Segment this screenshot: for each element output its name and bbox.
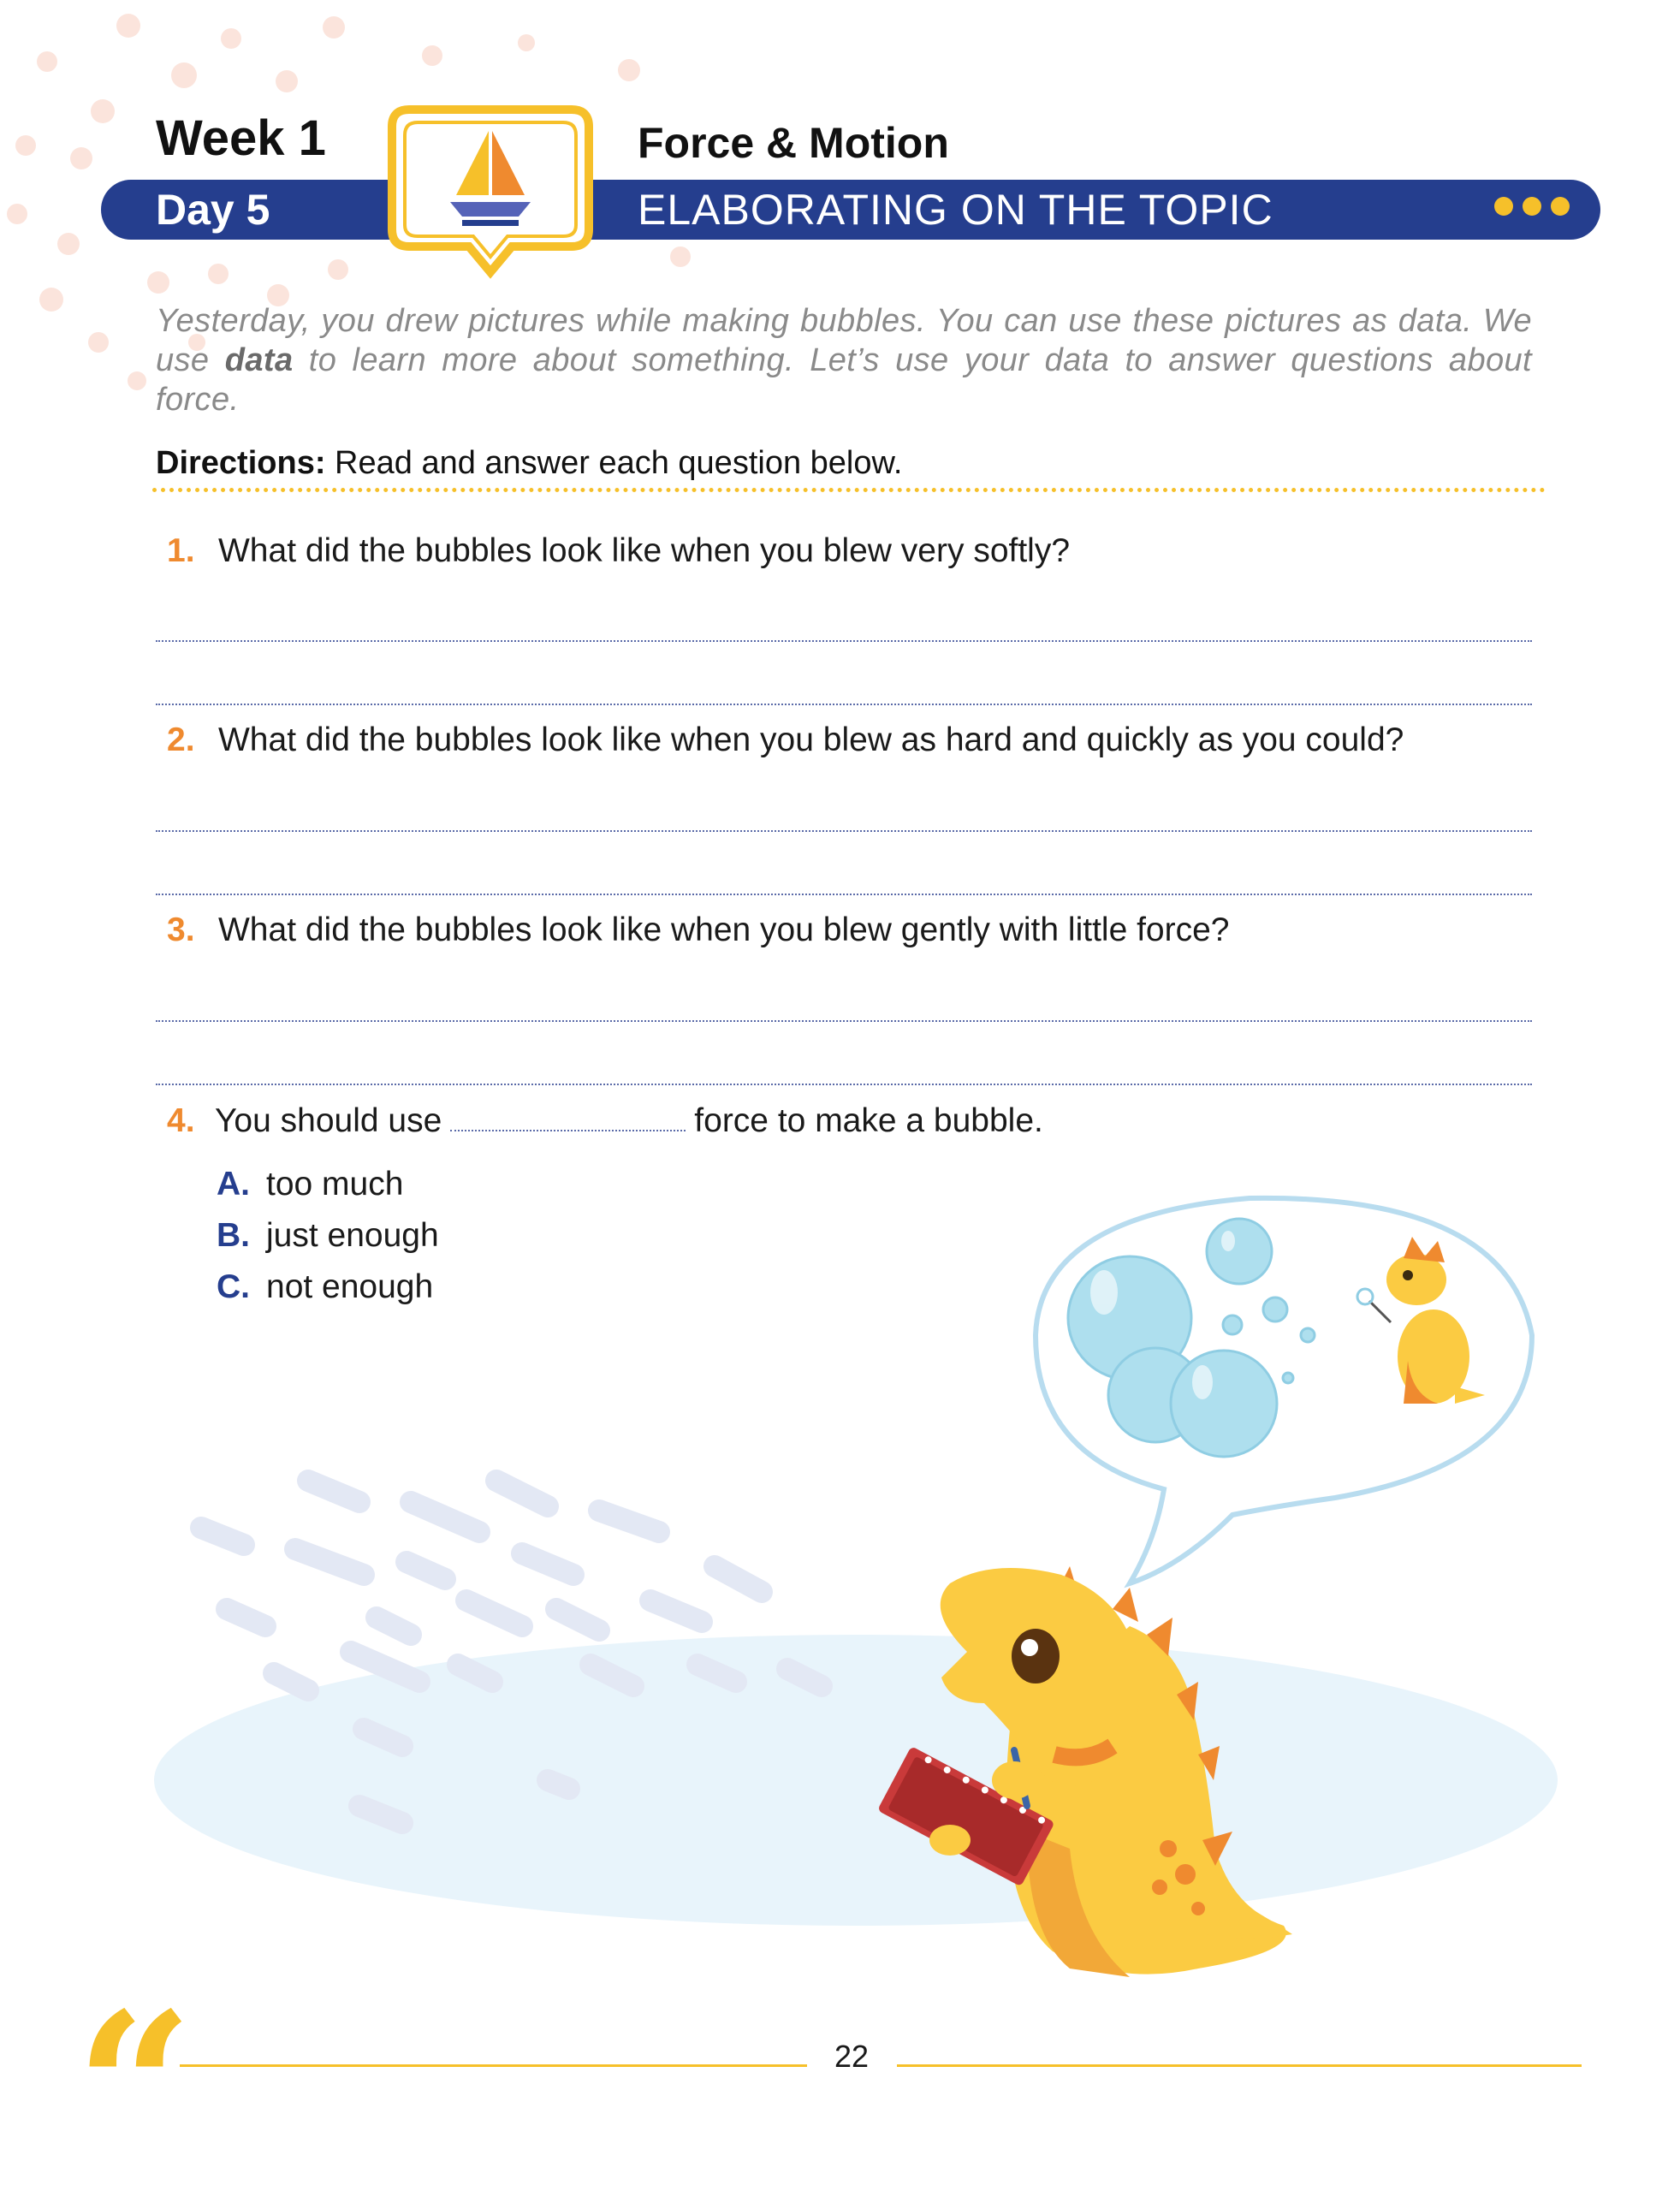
directions-label: Directions: [156, 445, 326, 481]
question-3: 3. What did the bubbles look like when you blew gently with little force? [167, 912, 1230, 948]
question-2: 2. What did the bubbles look like when you blew as hard and quickly as you could? [167, 721, 1404, 758]
quote-mark-icon: “ [75, 1968, 194, 2209]
answer-line-2b[interactable] [156, 894, 1532, 895]
option-b[interactable]: B. just enough [217, 1217, 439, 1254]
section-label: ELABORATING ON THE TOPIC [638, 186, 1273, 234]
footer-rule-left [180, 2064, 807, 2067]
sailboat-logo-icon [383, 101, 597, 281]
fill-in-blank[interactable] [450, 1104, 686, 1131]
intro-paragraph: Yesterday, you drew pictures while making bubbles. You can use these pictures as data. We use data to learn more about something. Let’s use your data to answer questions about force. [156, 303, 1533, 418]
option-c[interactable]: C. not enough [217, 1268, 434, 1305]
answer-line-1b[interactable] [156, 704, 1532, 705]
answer-line-2a[interactable] [156, 830, 1532, 832]
dinosaur-illustration [0, 1181, 1680, 2020]
footer-rule-right [897, 2064, 1582, 2067]
answer-line-3b[interactable] [156, 1084, 1532, 1085]
topic-title: Force & Motion [638, 119, 949, 167]
option-a[interactable]: A. too much [217, 1166, 404, 1202]
ellipsis-dots-icon [1494, 197, 1579, 220]
day-label: Day 5 [156, 186, 270, 234]
page-number: 22 [834, 2039, 870, 2074]
directions-text: Read and answer each question below. [325, 445, 903, 481]
question-1: 1. What did the bubbles look like when you blew very softly? [167, 532, 1071, 569]
dotted-divider [152, 488, 1546, 492]
answer-line-3a[interactable] [156, 1020, 1532, 1022]
directions [156, 445, 902, 482]
question-4: 4. You should use force to make a bubble. [167, 1102, 1043, 1139]
week-title: Week 1 [156, 110, 326, 166]
answer-line-1a[interactable] [156, 640, 1532, 642]
intro-bold-word: data [224, 342, 294, 378]
